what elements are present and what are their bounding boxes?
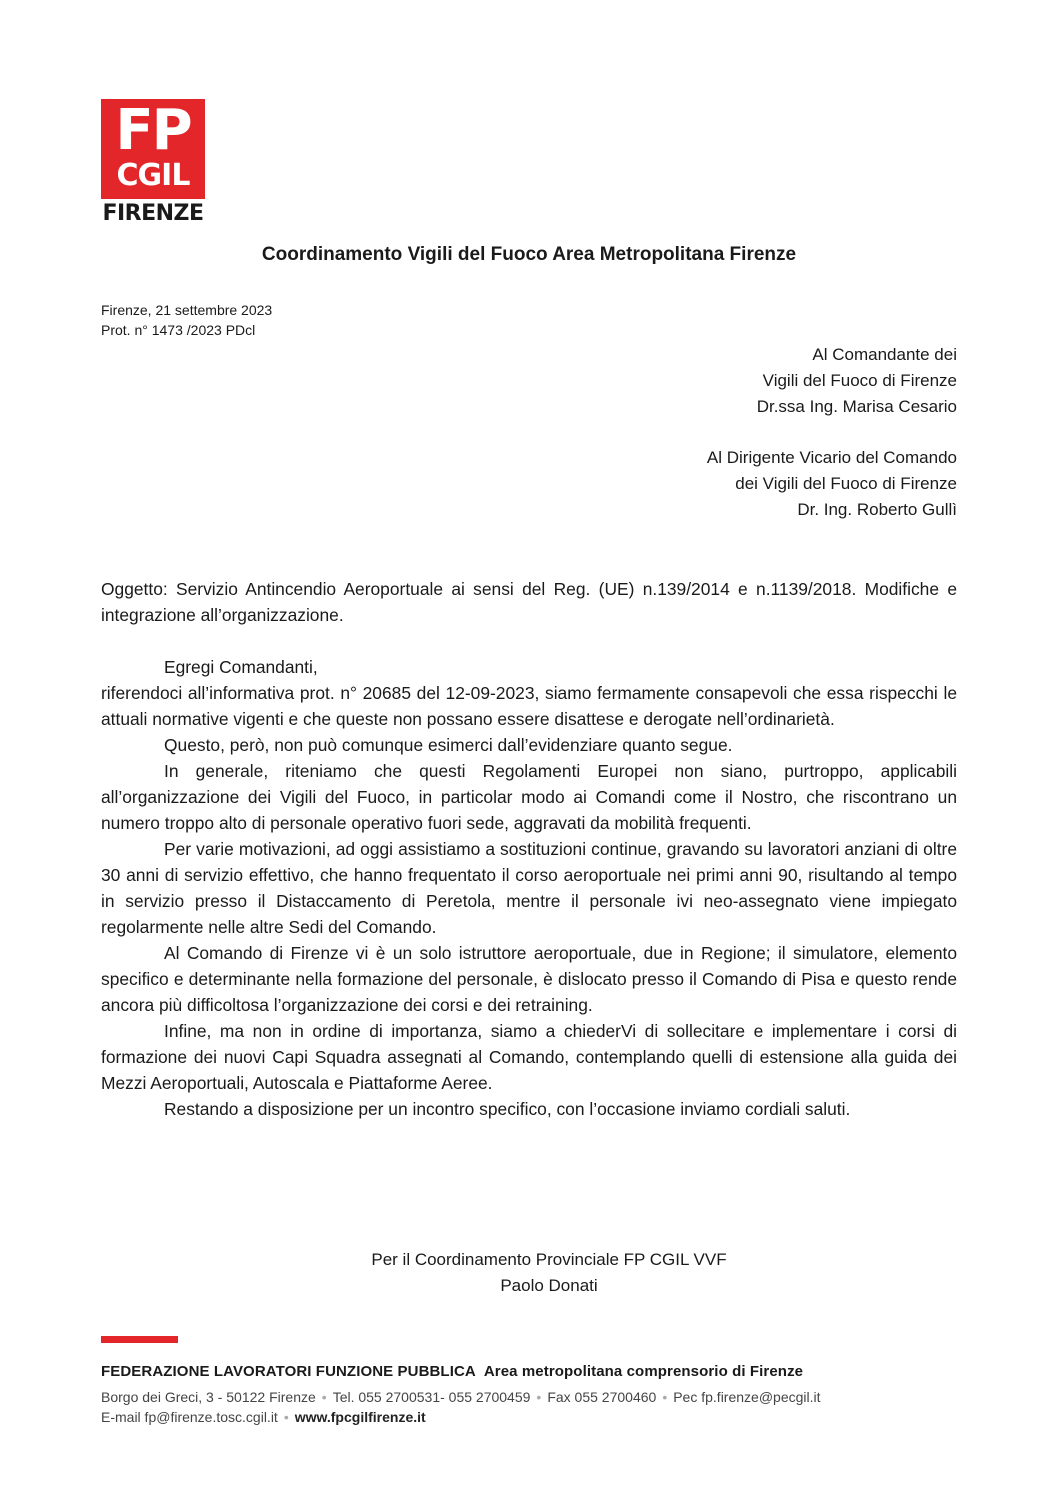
recipient-line: Dr.ssa Ing. Marisa Cesario [756, 397, 957, 416]
footer-online [101, 1409, 426, 1425]
logo-red-box [101, 99, 205, 199]
footer-fax: Fax 055 2700460 [547, 1389, 657, 1405]
signature-name: Paolo Donati [500, 1276, 598, 1295]
recipient-line: dei Vigili del Fuoco di Firenze [735, 474, 957, 493]
body-paragraph: Per varie motivazioni, ad oggi assistiamo a sostituzioni continue, gravando su lavoratori anziani di oltre 30 anni di servizio effettivo, che hanno frequentato il corso aeroportuale nei primi anni 90, risultando al tempo in servizio presso il Distaccamento di Peretola, mentre il personale ivi neo-assegnato viene impiegato regolarmente nelle altre Sedi del Comando. [101, 839, 957, 937]
logo-cgil-text: CGIL [116, 158, 190, 193]
footer-contacts [101, 1389, 821, 1405]
recipient-block-2 [707, 445, 957, 523]
recipient-line: Al Comandante dei [812, 345, 957, 364]
body-paragraph: Infine, ma non in ordine di importanza, siamo a chiederVi di sollecitare e implementare i corsi di formazione dei nuovi Capi Squadra assegnati al Comando, contemplando quelli di estensione alla guida dei Mezzi Aeroportuali, Autoscala e Piattaforme Aeree. [101, 1021, 957, 1093]
footer-area: Area metropolitana comprensorio di Firenze [483, 1363, 804, 1380]
letter-date: Firenze, 21 settembre 2023 [101, 302, 273, 318]
footer-org: FEDERAZIONE LAVORATORI FUNZIONE PUBBLICA [101, 1363, 476, 1380]
footer-address: Borgo dei Greci, 3 - 50122 Firenze [101, 1389, 316, 1405]
footer-pec: Pec fp.firenze@pecgil.it [673, 1389, 821, 1405]
body-paragraph: Al Comando di Firenze vi è un solo istruttore aeroportuale, due in Regione; il simulatore, elemento specifico e determinante nella formazione del personale, è dislocato presso il Comando di Pisa e questo rende ancora più difficoltosa l’organizzazione dei corsi e dei retraining. [101, 943, 957, 1015]
body-paragraph: In generale, riteniamo che questi Regolamenti Europei non siano, purtroppo, applicabili all’organizzazione dei Vigili del Fuoco, in particolar modo ai Comandi come il Nostro, che riscontrano un numero troppo alto di personale operativo fuori sede, aggravati da mobilità frequenti. [101, 761, 957, 833]
signature-block [0, 1247, 1058, 1299]
bullet-separator: • [536, 1389, 542, 1405]
recipient-line: Al Dirigente Vicario del Comando [706, 448, 957, 467]
body-paragraph: Questo, però, non può comunque esimerci dall’evidenziare quanto segue. [164, 735, 733, 755]
bullet-separator: • [283, 1409, 289, 1425]
recipient-line: Vigili del Fuoco di Firenze [762, 371, 957, 390]
letter-body [101, 576, 957, 1122]
bullet-separator: • [321, 1389, 327, 1405]
footer-website-link[interactable]: www.fpcgilfirenze.it [294, 1409, 426, 1425]
recipient-block-1 [757, 342, 957, 420]
footer-title [101, 1363, 803, 1380]
logo-city-text: FIRENZE [102, 201, 204, 226]
footer-tel: Tel. 055 2700531- 055 2700459 [332, 1389, 531, 1405]
recipient-line: Dr. Ing. Roberto Gullì [797, 500, 957, 519]
fp-cgil-firenze-logo [101, 99, 206, 227]
letter-meta [101, 300, 272, 340]
document-heading: Coordinamento Vigili del Fuoco Area Metropolitana Firenze [261, 244, 797, 265]
logo-fp-text: FP [115, 98, 191, 163]
body-paragraph: riferendoci all’informativa prot. n° 20685 del 12-09-2023, siamo fermamente consapevoli che essa rispecchi le attuali normative vigenti e che queste non possano essere disattese e derogate nell’ordinarietà. [101, 683, 957, 729]
closing-paragraph: Restando a disposizione per un incontro specifico, con l’occasione inviamo cordiali saluti. [164, 1099, 851, 1119]
protocol-number: Prot. n° 1473 /2023 PDcl [101, 322, 256, 338]
greeting: Egregi Comandanti, [164, 657, 318, 677]
footer-email[interactable]: E-mail fp@firenze.tosc.cgil.it [101, 1409, 278, 1425]
subject-line: Oggetto: Servizio Antincendio Aeroportuale ai sensi del Reg. (UE) n.139/2014 e n.1139/2018. Modifiche e integrazione all’organizzazione. [101, 579, 957, 625]
signature-org: Per il Coordinamento Provinciale FP CGIL VVF [371, 1250, 727, 1269]
footer-accent-bar [101, 1336, 178, 1343]
bullet-separator: • [662, 1389, 668, 1405]
